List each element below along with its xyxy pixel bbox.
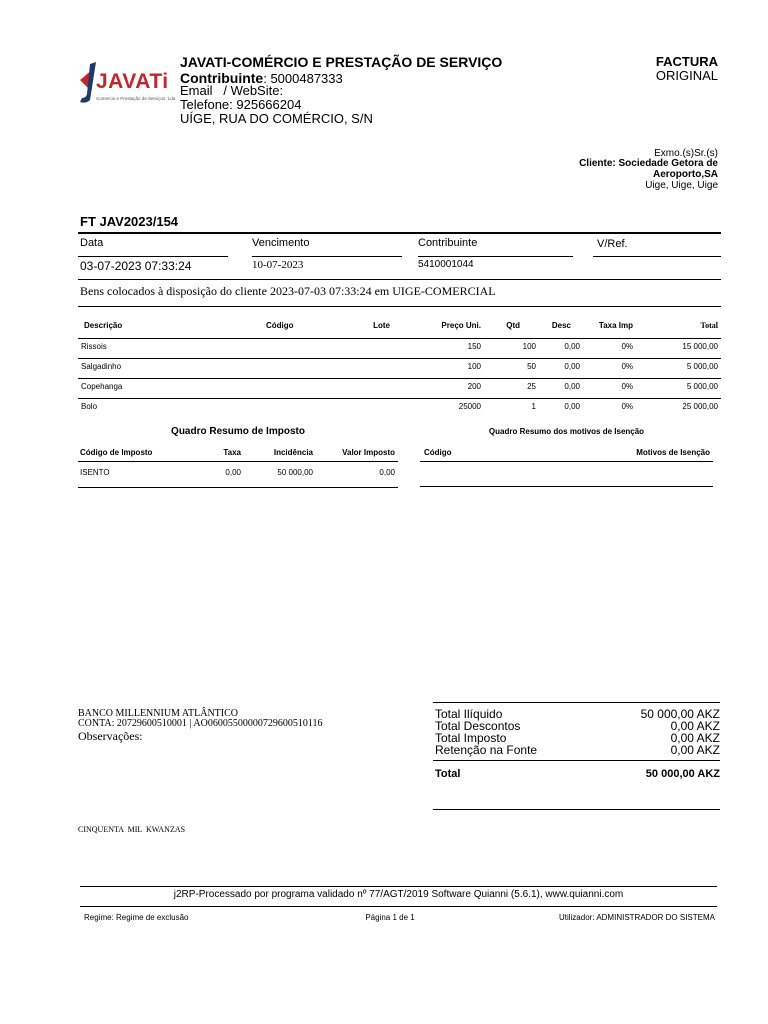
col-qtd: Qtd: [506, 321, 520, 330]
footer-user: Utilizador: ADMINISTRADOR DO SISTEMA: [558, 913, 715, 922]
col-valor-imposto: Valor Imposto: [342, 448, 395, 457]
cell-taxa: 0%: [621, 362, 633, 371]
value-vencimento: 10-07-2023: [252, 259, 304, 271]
exemption-summary-title: Quadro Resumo dos motivos de Isenção: [488, 427, 645, 436]
total-label: Total: [435, 768, 461, 780]
logo-text: JAVATi: [96, 70, 169, 93]
col-codigo-imposto: Código de Imposto: [80, 448, 153, 457]
cell-desc: 0,00: [564, 342, 580, 351]
cell-total: 15 000,00: [682, 342, 718, 351]
cell-codigo: ISENTO: [80, 468, 110, 477]
cell-total: 5 000,00: [686, 382, 718, 391]
contribuinte-label: Contribuinte: [180, 70, 264, 86]
cell-incidencia: 50 000,00: [277, 468, 313, 477]
divider: [78, 487, 398, 488]
cell-preco: 200: [467, 382, 481, 391]
total-iliquido-label: Total Ilíquido: [435, 707, 503, 721]
cell-total: 5 000,00: [686, 362, 718, 371]
col-preco: Preço Uni.: [441, 321, 481, 330]
cell-taxa: 0%: [621, 382, 633, 391]
cell-qtd: 100: [522, 342, 536, 351]
delivery-note: Bens colocados à disposição do cliente 2023-07-03 07:33:24 em UIGE-COMERCIAL: [80, 284, 496, 298]
col-taxa: Taxa: [223, 448, 241, 457]
divider: [418, 256, 573, 257]
cell-desc: 0,00: [564, 362, 580, 371]
retencao-label: Retenção na Fonte: [435, 743, 538, 757]
amount-in-words: CINQUENTA MIL KWANZAS: [78, 825, 186, 834]
contribuinte-value: : 5000487333: [263, 71, 343, 86]
divider: [80, 906, 717, 907]
divider: [78, 338, 721, 339]
client-salutation: Exmo.(s)Sr.(s): [654, 148, 718, 159]
value-contribuinte: 5410001044: [418, 259, 474, 270]
cell-descricao: Rissois: [81, 342, 107, 351]
divider: [78, 256, 228, 257]
header-vref: V/Ref.: [597, 238, 628, 250]
total-iliquido-value: 50 000,00 AKZ: [640, 707, 720, 721]
divider: [433, 702, 720, 703]
divider: [78, 279, 721, 280]
cell-desc: 0,00: [564, 402, 580, 411]
col-descricao: Descrição: [84, 321, 123, 330]
header-vencimento: Vencimento: [252, 237, 310, 249]
footer-page-number: Página 1 de 1: [365, 913, 415, 922]
col-codigo: Código: [266, 321, 294, 330]
col-desc: Desc: [551, 321, 571, 330]
divider: [433, 809, 720, 810]
cell-total: 25 000,00: [682, 402, 718, 411]
divider: [78, 461, 398, 462]
divider: [78, 398, 721, 399]
company-name: JAVATI-COMÉRCIO E PRESTAÇÃO DE SERVIÇO: [180, 54, 503, 70]
total-imposto-label: Total Imposto: [435, 731, 507, 745]
client-name-line2: Aeroporto,SA: [653, 169, 718, 180]
retencao-value: 0,00 AKZ: [670, 743, 720, 757]
total-descontos-value: 0,00 AKZ: [670, 719, 720, 733]
col-taxa: Taxa Imp: [598, 321, 633, 330]
invoice-number: FT JAV2023/154: [80, 214, 179, 229]
divider: [593, 256, 721, 257]
doc-type-title: FACTURA: [655, 54, 718, 69]
total-value: 50 000,00 AKZ: [645, 768, 720, 780]
divider: [78, 232, 721, 234]
cell-descricao: Bolo: [81, 402, 98, 411]
logo-tagline: Comercio e Prestação de Serviços, Lda: [96, 96, 176, 101]
cell-descricao: Copehanga: [81, 382, 123, 391]
client-name-line1: Cliente: Sociedade Getora de: [579, 158, 718, 169]
divider: [78, 306, 721, 307]
divider: [80, 886, 717, 887]
col-lote: Lote: [373, 321, 390, 330]
col-codigo: Código: [424, 448, 452, 457]
divider: [420, 486, 713, 487]
divider: [420, 461, 713, 462]
total-imposto-value: 0,00 AKZ: [670, 731, 720, 745]
cell-qtd: 1: [531, 402, 536, 411]
doc-type-copy: ORIGINAL: [655, 68, 718, 83]
cell-descricao: Salgadinho: [81, 362, 122, 371]
company-email: Email / WebSite:: [180, 83, 284, 98]
cell-taxa: 0%: [621, 342, 633, 351]
client-city: Uige, Uige, Uige: [645, 180, 718, 191]
cell-taxa: 0,00: [225, 468, 241, 477]
cell-taxa: 0%: [621, 402, 633, 411]
company-address: UÍGE, RUA DO COMÉRCIO, S/N: [180, 111, 373, 126]
company-logo: [78, 58, 176, 136]
divider: [252, 256, 402, 257]
cell-preco: 100: [467, 362, 481, 371]
divider: [78, 378, 721, 379]
tax-summary-title: Quadro Resumo de Imposto: [171, 426, 305, 437]
cell-valor: 0,00: [379, 468, 395, 477]
bank-name: BANCO MILLENNIUM ATLÂNTICO: [78, 708, 238, 719]
divider: [433, 760, 720, 761]
header-data: Data: [80, 237, 104, 249]
company-telefone: Telefone: 925666204: [180, 97, 302, 112]
cell-qtd: 50: [527, 362, 536, 371]
value-data: 03-07-2023 07:33:24: [80, 259, 192, 273]
observacoes-label: Observações:: [78, 729, 143, 743]
cell-preco: 150: [467, 342, 481, 351]
footer-regime: Regime: Regime de exclusão: [84, 913, 189, 922]
bank-account: CONTA: 20729600510001 | AO06005500000729600510116: [78, 718, 323, 729]
col-motivos: Motivos de Isenção: [636, 448, 710, 457]
cell-desc: 0,00: [564, 382, 580, 391]
divider: [78, 358, 721, 359]
col-total: Total: [700, 321, 718, 330]
cell-preco: 25000: [458, 402, 481, 411]
total-descontos-label: Total Descontos: [435, 719, 521, 733]
software-certification: j2RP-Processado por programa validado nº 77/AGT/2019 Software Quianni (5.6.1), www.quianni.com: [173, 889, 624, 900]
col-incidencia: Incidência: [273, 448, 313, 457]
header-contribuinte: Contribuinte: [418, 237, 478, 249]
cell-qtd: 25: [527, 382, 536, 391]
